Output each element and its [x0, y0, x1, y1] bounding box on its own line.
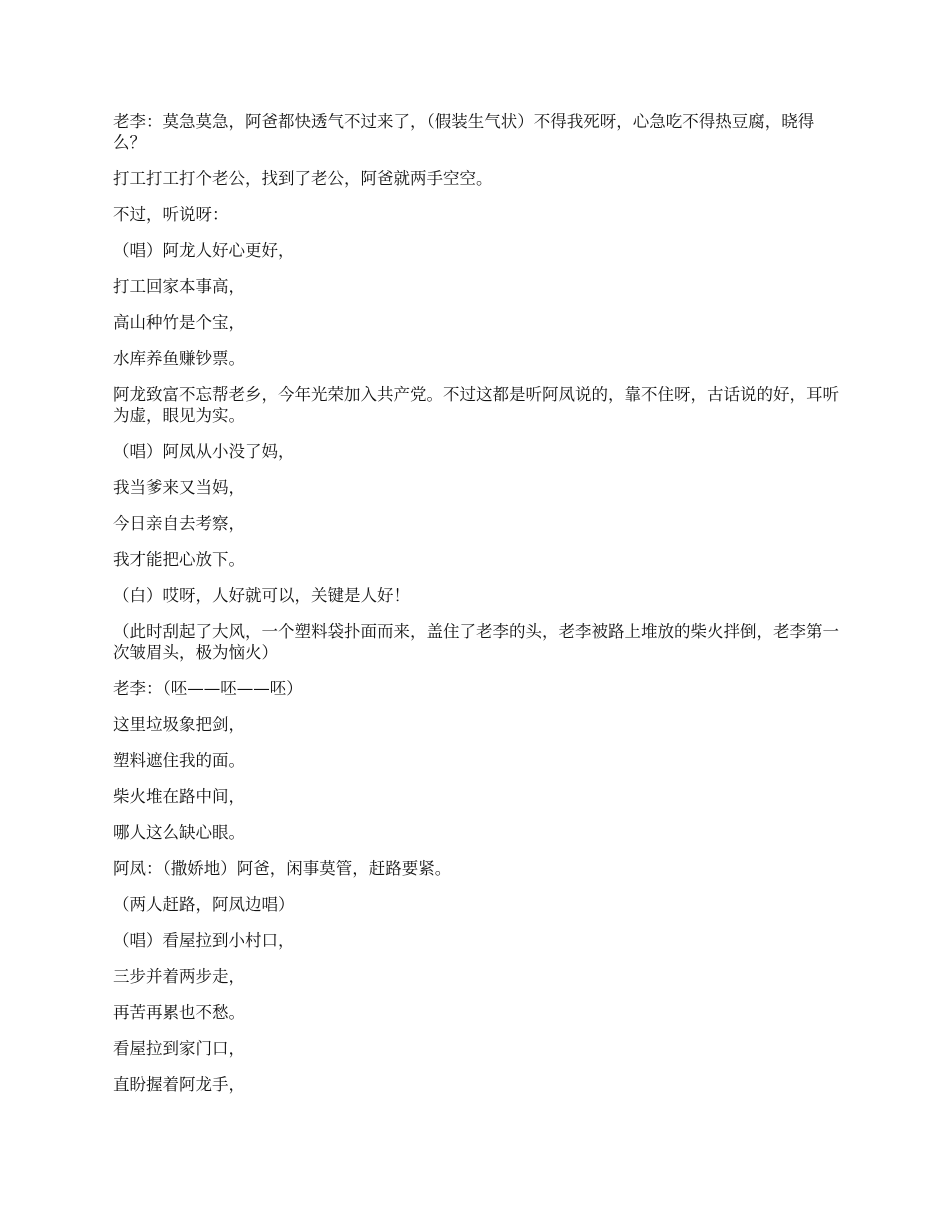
paragraph: 打工打工打个老公，找到了老公，阿爸就两手空空。 [113, 169, 493, 188]
paragraph: 阿龙致富不忘帮老乡，今年光荣加入共产党。不过这都是听阿凤说的，靠不住呀，古话说的好，耳听为虚，眼见为实。 [113, 385, 839, 425]
paragraph: （唱）阿凤从小没了妈， [113, 442, 295, 461]
paragraph: 三步并着两步走， [113, 967, 245, 986]
paragraph: 不过，听说呀： [113, 205, 229, 224]
paragraph: 哪人这么缺心眼。 [113, 823, 245, 842]
document-body [113, 111, 843, 1110]
paragraph: （唱）看屋拉到小村口， [113, 931, 295, 950]
paragraph: （此时刮起了大风，一个塑料袋扑面而来，盖住了老李的头，老李被路上堆放的柴火拌倒，老李第一次皱眉头，极为恼火） [113, 622, 839, 662]
paragraph: 再苦再累也不愁。 [113, 1003, 245, 1022]
paragraph: 老李：莫急莫急，阿爸都快透气不过来了，（假装生气状）不得我死呀，心急吃不得热豆腐，晓得么？ [113, 112, 815, 152]
paragraph: 打工回家本事高， [113, 277, 245, 296]
paragraph: 高山种竹是个宝， [113, 313, 245, 332]
paragraph: 老李：（呸——呸——呸） [113, 679, 303, 698]
paragraph: 这里垃圾象把剑， [113, 715, 245, 734]
paragraph: 直盼握着阿龙手， [113, 1075, 245, 1094]
paragraph: 阿凤：（撒娇地）阿爸，闲事莫管，赶路要紧。 [113, 859, 452, 878]
paragraph: 今日亲自去考察， [113, 514, 245, 533]
paragraph: 柴火堆在路中间， [113, 787, 245, 806]
paragraph: 看屋拉到家门口， [113, 1039, 245, 1058]
paragraph: （唱）阿龙人好心更好， [113, 241, 295, 260]
paragraph: 我当爹来又当妈， [113, 478, 245, 497]
paragraph: 水库养鱼赚钞票。 [113, 349, 245, 368]
paragraph: 我才能把心放下。 [113, 550, 245, 569]
paragraph: 塑料遮住我的面。 [113, 751, 245, 770]
paragraph: （白）哎呀，人好就可以，关键是人好！ [113, 586, 410, 605]
paragraph: （两人赶路，阿凤边唱） [113, 895, 295, 914]
